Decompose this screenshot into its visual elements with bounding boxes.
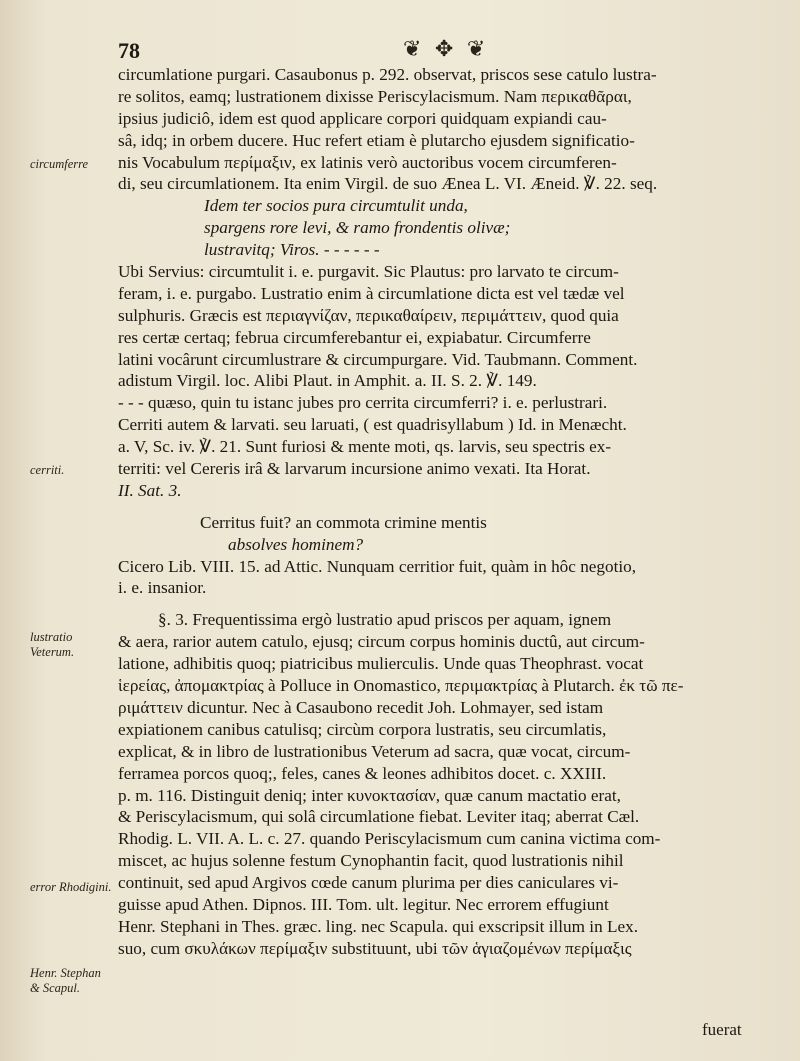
text-line: expiationem canibus catulisq; circùm corpora lustratis, seu circumlatis, — [118, 719, 607, 739]
margin-note-stephan-scapul: Henr. Stephan & Scapul. — [30, 966, 101, 995]
header-ornament-icon: ❦ ✥ ❦ — [403, 36, 490, 61]
text-line: circumlatione purgari. Casaubonus p. 292. observat, priscos sese catulo lustra- — [118, 65, 657, 84]
text-line: ριμάττειν dicuntur. Nec à Casaubono recedit Joh. Lohmayer, sed istam — [118, 697, 604, 717]
text-line: nis Vocabulum περίμαξιν, ex latinis verò auctoribus vocem circumferen- — [118, 152, 617, 172]
verse-line: lustravitq; Viros. - - - - - - — [204, 240, 380, 260]
margin-note-error-rhodigini: error Rhodigini. — [30, 880, 112, 894]
page-header — [118, 36, 768, 66]
verse-line: Idem ter socios pura circumtulit unda, — [204, 196, 468, 216]
catchword: fuerat — [702, 1020, 742, 1039]
text-line: & Periscylacismum, qui solâ circumlatione fiebat. Leviter itaq; aberrat Cæl. — [118, 807, 640, 827]
verse-line: spargens rore levi, & ramo frondentis olivæ; — [204, 218, 511, 238]
text-line: Rhodig. L. VII. A. L. c. 27. quando Periscylacismum cum canina victima com- — [118, 829, 661, 849]
spacer — [118, 502, 770, 512]
text-line: feram, i. e. purgabo. Lustratio enim à circumlatione dicta est vel tædæ vel — [118, 283, 625, 303]
text-line: p. m. 116. Distinguit deniq; inter κυνοκτασίαν, quæ canum mactatio erat, — [118, 785, 621, 805]
text-line: explicat, & in libro de lustrationibus Veterum ad sacra, quæ vocat, circum- — [118, 741, 631, 761]
verse-line: absolves hominem? — [228, 534, 364, 554]
text-line: sulphuris. Græcis est περιαγνίζαν, περικαθαίρειν, περιμάττειν, quod quia — [118, 305, 619, 325]
text-line: re solitos, eamq; lustrationem dixisse Periscylacismum. Nam περικαθᾶραι, — [118, 86, 632, 106]
text-line: territi: vel Cereris irâ & larvarum incursione animo vexati. Ita Horat. — [118, 459, 591, 479]
verse-line: Cerritus fuit? an commota crimine mentis — [200, 512, 487, 532]
text-line: adistum Virgil. loc. Alibi Plaut. in Amphit. a. II. S. 2. ℣. 149. — [118, 371, 537, 391]
page-number: 78 — [118, 38, 140, 63]
text-line: sâ, idq; in orbem ducere. Huc refert etiam è plutarcho ejusdem significatio- — [118, 130, 635, 150]
text-line: i. e. insanior. — [118, 578, 207, 598]
margin-note-lustratio: lustratio Veterum. — [30, 630, 75, 659]
body-text — [118, 64, 770, 960]
text-line: Cerriti autem & larvati. seu laruati, ( est quadrisyllabum ) Id. in Menæcht. — [118, 415, 627, 435]
text-line: continuit, sed apud Argivos cœde canum plurima per dies caniculares vi- — [118, 873, 619, 893]
text-line: II. Sat. 3. — [118, 480, 182, 500]
text-line: latione, adhibitis quoq; piatricibus mulierculis. Unde quas Theophrast. vocat — [118, 654, 644, 674]
section-start-line: §. 3. Frequentissima ergò lustratio apud priscos per aquam, ignem — [158, 610, 612, 630]
text-line: ferramea porcos quoq;, feles, canes & leones adhibitos docet. c. XXIII. — [118, 763, 607, 783]
text-line: a. V, Sc. iv. ℣. 21. Sunt furiosi & mente moti, qs. larvis, seu spectris ex- — [118, 437, 612, 457]
margin-note-circumferre: circumferre — [30, 157, 89, 171]
text-line: Ubi Servius: circumtulit i. e. purgavit. Sic Plautus: pro larvato te circum- — [118, 262, 619, 282]
text-line: Henr. Stephani in Thes. græc. ling. nec Scapula. qui exscripsit illum in Lex. — [118, 916, 638, 936]
text-line: res certæ certaq; februa circumferebantur ei, expiabatur. Circumferre — [118, 327, 591, 347]
text-line: di, seu circumlationem. Ita enim Virgil. de suo Ænea L. VI. Æneid. ℣. 22. seq. — [118, 174, 658, 194]
text-line: Cicero Lib. VIII. 15. ad Attic. Nunquam cerritior fuit, quàm in hôc negotio, — [118, 556, 637, 576]
text-line: ἱερείας, ἀπομακτρίας à Polluce in Onomastico, περιμακτρίας à Plutarch. ἐκ τῶ πε- — [118, 676, 684, 696]
text-line: miscet, ac hujus solenne festum Cynophantin facit, quod lustrationis nihil — [118, 851, 624, 871]
text-line: - - - quæso, quin tu istanc jubes pro cerrita circumferri? i. e. perlustrari. — [118, 393, 608, 413]
text-line: latini vocârunt circumlustrare & circumpurgare. Vid. Taubmann. Comment. — [118, 349, 638, 369]
spacer — [118, 599, 770, 609]
text-line: guisse apud Athen. Dipnos. III. Tom. ult. legitur. Nec errorem effugiunt — [118, 894, 609, 914]
text-line: suo, cum σκυλάκων περίμαξιν substituunt, ubi τῶν ἁγιαζομένων περίμαξις — [118, 938, 632, 958]
text-line: ipsius judiciô, idem est quod applicare corpori quidquam expiandi cau- — [118, 108, 607, 128]
text-line: & aera, rarior autem catulo, ejusq; circum corpus hominis ductû, aut circum- — [118, 632, 645, 652]
margin-note-cerriti: cerriti. — [30, 463, 65, 477]
